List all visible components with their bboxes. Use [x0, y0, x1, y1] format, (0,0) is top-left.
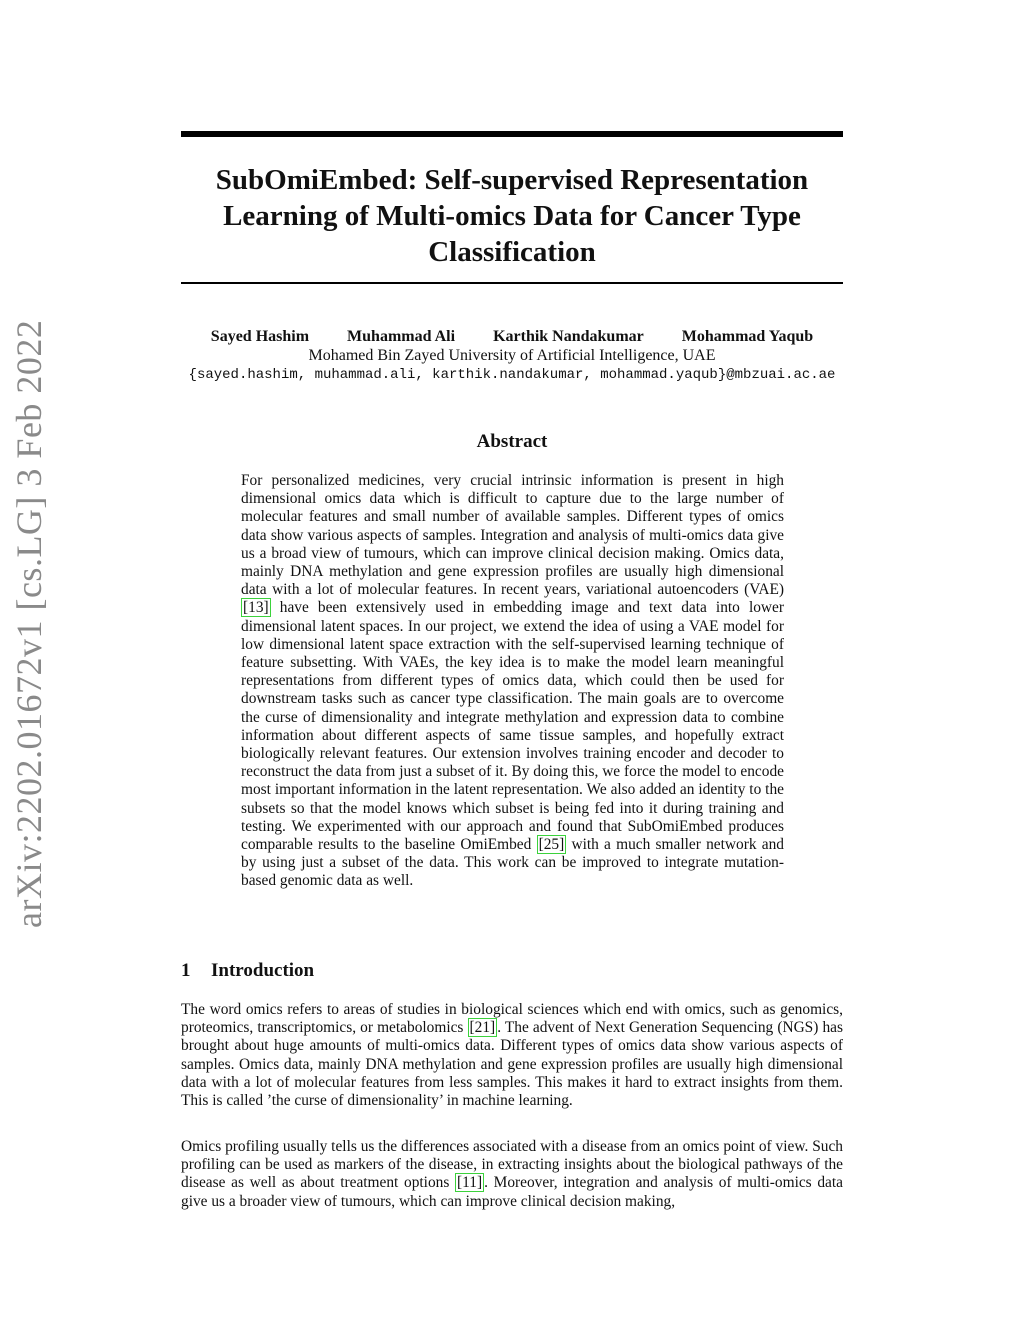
paragraph-text-segment: Omics profiling usually tells us the differences associated with a disease from an omics point of view. Such profiling can be used as markers of the disease, in extracting insights about the biological pathways of the disease as well as about treatment options	[181, 1138, 843, 1192]
intro-paragraph	[181, 1138, 843, 1211]
author-name: Karthik Nandakumar	[493, 328, 644, 345]
paper-title: SubOmiEmbed: Self-supervised Representation Learning of Multi-omics Data for Cancer Type Classification	[215, 164, 809, 268]
paragraph-text-segment: . The advent of Next Generation Sequencing (NGS) has brought about huge amounts of multi-omics data. Different types of omics data show various aspects of samples. Omics data, mainly DNA methylation and gene expression profiles are usually high dimensional data with a lot of molecular features from less samples. This makes it hard to extract insights from them. This is called ’the curse of dimensionality’ in machine learning.	[181, 1019, 843, 1110]
citation-link[interactable]: [11]	[457, 1174, 483, 1192]
author-name: Muhammad Ali	[347, 328, 456, 345]
abstract-heading: Abstract	[476, 431, 548, 452]
abstract-text-segment: have been extensively used in embedding image and text data into lower dimensional latent spaces. In our project, we extend the idea of using a VAE model for low dimensional latent space extraction with the self-supervised learning technique of feature subsetting. With VAEs, the key idea is to make the model learn meaningful representations from different types of omics data, which could then be used for downstream tasks such as cancer type classification. The main goals are to overcome the curse of dimensionality and integrate methylation and expression data to combine information about different aspects of same tissue samples, and hopefully extract biologically relevant features. Our extension involves training encoder and decoder to reconstruct the data from just a subset of it. By doing this, we force the model to encode most important information in the latent representation. We also added an identity to the subsets so that the model knows which subset is being fed into it during training and testing. We experimented with our approach and found that SubOmiEmbed produces comparable results to the baseline OmiEmbed	[241, 599, 784, 854]
section-number: 1	[181, 960, 191, 981]
title-bottom-rule	[181, 282, 843, 284]
author-name: Mohammad Yaqub	[681, 328, 814, 345]
abstract-text	[241, 472, 784, 891]
section-heading-introduction	[181, 960, 314, 982]
citation-link[interactable]: [21]	[469, 1019, 496, 1037]
affiliation: Mohamed Bin Zayed University of Artificial Intelligence, UAE	[308, 347, 716, 364]
title-top-rule	[181, 131, 843, 137]
paragraph-text-segment: The word omics refers to areas of studies in biological sciences which end with omics, such as genomics, proteomics, transcriptomics, or metabolomics	[181, 1001, 843, 1037]
author-list	[181, 328, 843, 346]
arxiv-identifier: arXiv:2202.01672v1 [cs.LG] 3 Feb 2022	[9, 319, 49, 928]
intro-paragraph	[181, 1001, 843, 1110]
author-emails: {sayed.hashim, muhammad.ali, karthik.nandakumar, mohammad.yaqub}@mbzuai.ac.ae	[188, 367, 836, 383]
abstract-text-segment: with a much smaller network and by using just a subset of the data. This work can be improved to integrate mutation-based genomic data as well.	[241, 836, 784, 890]
abstract-text-segment: For personalized medicines, very crucial intrinsic information is present in high dimensional omics data which is difficult to capture due to the large number of molecular features and small number of available samples. Different types of omics data show various aspects of samples. Integration and analysis of multi-omics data give us a broad view of tumours, which can improve clinical decision making. Omics data, mainly DNA methylation and gene expression profiles are usually high dimensional data with a lot of molecular features. In recent years, variational autoencoders (VAE)	[241, 472, 784, 599]
citation-link[interactable]: [25]	[538, 836, 565, 854]
paragraph-text-segment: . Moreover, integration and analysis of multi-omics data give us a broader view of tumours, which can improve clinical decision making,	[181, 1174, 843, 1210]
section-title: Introduction	[211, 960, 315, 981]
citation-link[interactable]: [13]	[243, 599, 269, 617]
author-name: Sayed Hashim	[210, 328, 310, 345]
